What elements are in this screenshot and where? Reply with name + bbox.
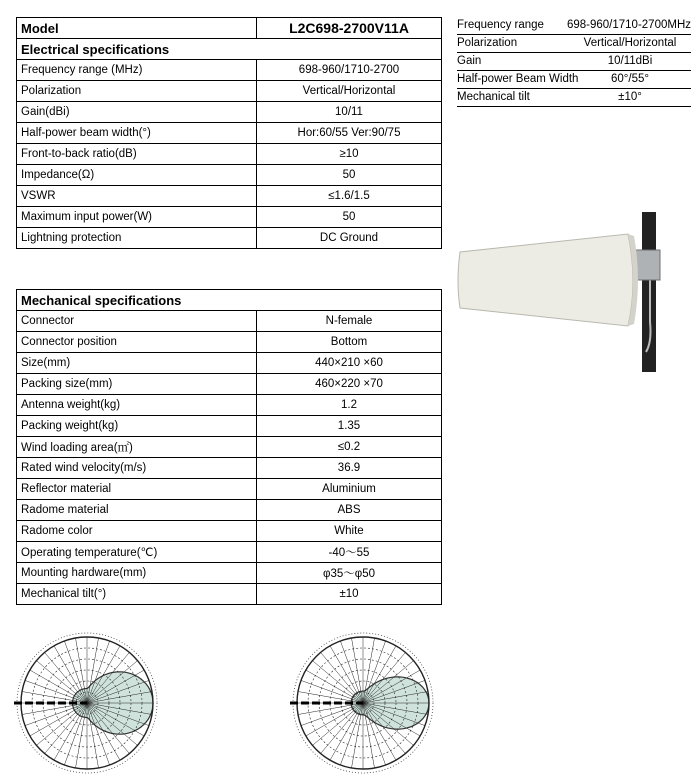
mechanical-param-value: 36.9 (257, 458, 442, 479)
mechanical-row (17, 395, 442, 416)
mechanical-param-label: Connector (17, 311, 257, 332)
summary-label: Half-power Beam Width (457, 73, 579, 85)
electrical-row (17, 81, 442, 102)
electrical-row (17, 144, 442, 165)
mechanical-row (17, 353, 442, 374)
model-row (17, 18, 442, 39)
electrical-param-value: ≤1.6/1.5 (257, 186, 442, 207)
mechanical-param-value: -40～55 (257, 542, 442, 563)
electrical-param-label: Maximum input power(W) (17, 207, 257, 228)
summary-row (457, 17, 691, 35)
summary-spec-list (457, 17, 691, 107)
mechanical-row (17, 542, 442, 563)
electrical-param-value: ≥10 (257, 144, 442, 165)
electrical-param-label: Lightning protection (17, 228, 257, 249)
summary-row (457, 53, 691, 71)
electrical-param-value: DC Ground (257, 228, 442, 249)
mechanical-param-value: φ35～φ50 (257, 563, 442, 584)
mechanical-param-label: Connector position (17, 332, 257, 353)
mechanical-param-value: Aluminium (257, 479, 442, 500)
mechanical-row (17, 500, 442, 521)
electrical-param-value: 10/11 (257, 102, 442, 123)
mechanical-row (17, 521, 442, 542)
mechanical-row (17, 311, 442, 332)
mechanical-param-label: Operating temperature(℃) (17, 542, 257, 563)
mechanical-row (17, 479, 442, 500)
electrical-param-label: Half-power beam width(°) (17, 123, 257, 144)
mechanical-param-label: Packing size(mm) (17, 374, 257, 395)
electrical-param-value: Vertical/Horizontal (257, 81, 442, 102)
mechanical-param-label: Mechanical tilt(°) (17, 584, 257, 605)
mechanical-param-label: Size(mm) (17, 353, 257, 374)
mechanical-param-value: 1.2 (257, 395, 442, 416)
electrical-title: Electrical specifications (17, 39, 442, 60)
electrical-row (17, 207, 442, 228)
summary-label: Polarization (457, 37, 518, 49)
electrical-param-label: Frequency range (MHz) (17, 60, 257, 81)
summary-row (457, 71, 691, 89)
antenna-radome (458, 234, 633, 326)
mechanical-param-value: N-female (257, 311, 442, 332)
mechanical-row (17, 416, 442, 437)
electrical-param-value: 698-960/1710-2700 (257, 60, 442, 81)
electrical-param-label: Gain(dBi) (17, 102, 257, 123)
mechanical-row (17, 458, 442, 479)
summary-label: Frequency range (457, 19, 544, 31)
electrical-row (17, 123, 442, 144)
summary-value: 698-960/1710-2700MHz (566, 19, 691, 31)
electrical-param-label: Front-to-back ratio(dB) (17, 144, 257, 165)
electrical-row (17, 165, 442, 186)
mechanical-row (17, 437, 442, 458)
electrical-row (17, 102, 442, 123)
summary-value: 10/11dBi (607, 55, 653, 67)
mechanical-title: Mechanical specifications (17, 290, 442, 311)
mechanical-param-label: Wind loading area(㎡) (17, 437, 257, 458)
mechanical-param-label: Radome color (17, 521, 257, 542)
mechanical-param-value: 440×210 ×60 (257, 353, 442, 374)
mechanical-param-label: Antenna weight(kg) (17, 395, 257, 416)
summary-value: Vertical/Horizontal (583, 37, 677, 49)
electrical-param-value: 50 (257, 165, 442, 186)
mechanical-param-label: Packing weight(kg) (17, 416, 257, 437)
mechanical-param-label: Radome material (17, 500, 257, 521)
mechanical-row (17, 563, 442, 584)
summary-value: ±10° (618, 91, 642, 103)
mechanical-param-label: Rated wind velocity(m/s) (17, 458, 257, 479)
electrical-row (17, 228, 442, 249)
mechanical-row (17, 332, 442, 353)
electrical-row (17, 186, 442, 207)
summary-label: Mechanical tilt (457, 91, 530, 103)
summary-row (457, 35, 691, 53)
electrical-param-value: Hor:60/55 Ver:90/75 (257, 123, 442, 144)
model-label: Model (17, 18, 257, 39)
mechanical-param-value: 460×220 ×70 (257, 374, 442, 395)
mechanical-param-value: ±10 (257, 584, 442, 605)
electrical-param-label: Impedance(Ω) (17, 165, 257, 186)
horizontal-radiation-pattern (12, 628, 162, 778)
summary-label: Gain (457, 55, 482, 67)
mechanical-param-value: White (257, 521, 442, 542)
mechanical-spec-table (16, 289, 442, 605)
mechanical-title-row (17, 290, 442, 311)
mechanical-row (17, 584, 442, 605)
summary-row (457, 89, 691, 107)
electrical-param-value: 50 (257, 207, 442, 228)
mechanical-param-value: 1.35 (257, 416, 442, 437)
vertical-radiation-pattern (288, 628, 438, 778)
mechanical-row (17, 374, 442, 395)
mechanical-param-value: ABS (257, 500, 442, 521)
electrical-title-row (17, 39, 442, 60)
model-value: L2C698-2700V11A (257, 18, 442, 39)
antenna-product-image (452, 212, 672, 372)
electrical-spec-table (16, 17, 442, 249)
electrical-row (17, 60, 442, 81)
electrical-param-label: Polarization (17, 81, 257, 102)
mechanical-param-value: ≤0.2 (257, 437, 442, 458)
mechanical-param-label: Reflector material (17, 479, 257, 500)
electrical-param-label: VSWR (17, 186, 257, 207)
mechanical-param-value: Bottom (257, 332, 442, 353)
summary-value: 60°/55° (611, 73, 649, 85)
mechanical-param-label: Mounting hardware(mm) (17, 563, 257, 584)
